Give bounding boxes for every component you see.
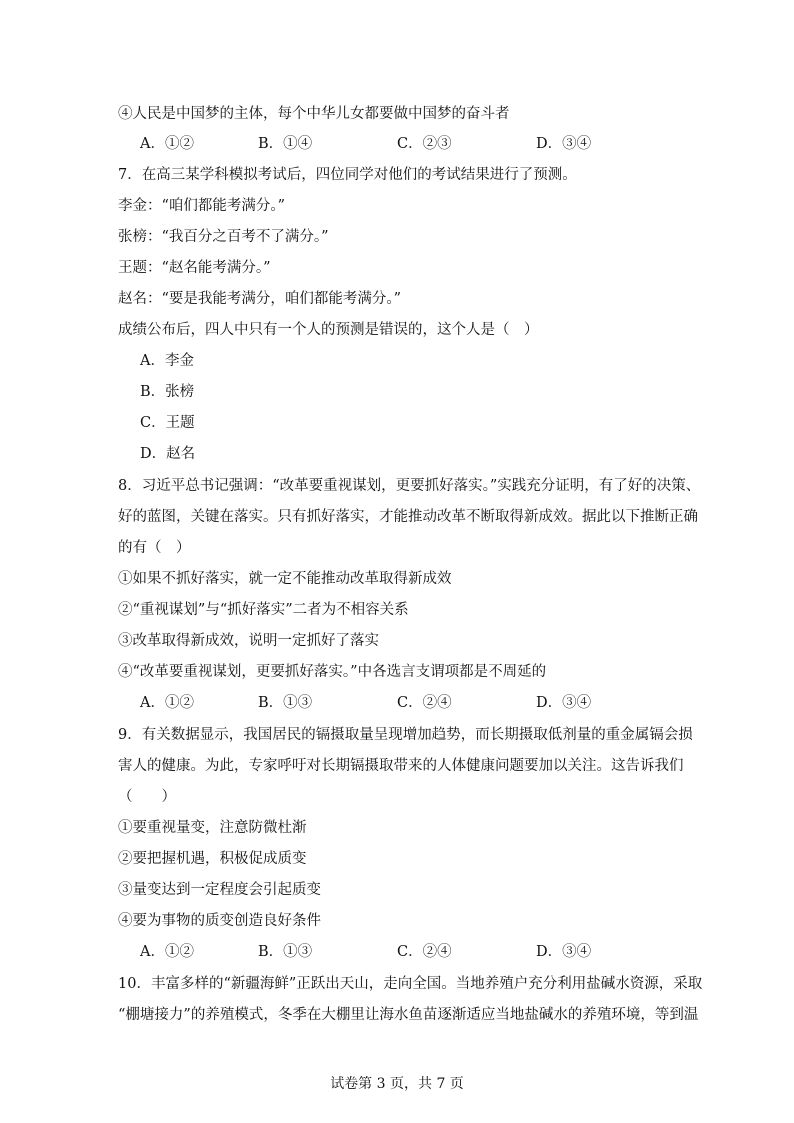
q6-statement-4: ④人民是中国梦的主体，每个中华儿女都要做中国梦的奋斗者 <box>118 106 510 122</box>
q8-stem-line-3: 的有（ ） <box>118 540 191 556</box>
q9-option-b: B．①③ <box>258 944 313 960</box>
q7-option-a: A．李金 <box>140 353 194 369</box>
q9-stem-line-1: 9．有关数据显示，我国居民的镉摄取量呈现增加趋势，而长期摄取低剂量的重金属镉会损 <box>118 727 693 743</box>
q8-options <box>140 693 660 713</box>
q6-option-c: C．②③ <box>397 136 452 152</box>
q10-stem-line-2: “棚塘接力”的养殖模式，冬季在大棚里让海水鱼苗逐渐适应当地盐碱水的养殖环境，等到温 <box>118 1007 699 1023</box>
q9-options <box>140 942 660 962</box>
q6-options <box>140 134 660 154</box>
q6-option-d: D．③④ <box>536 136 592 152</box>
q9-statement-4: ④要为事物的质变创造良好条件 <box>118 913 321 929</box>
q8-option-a: A．①② <box>140 695 194 711</box>
q9-option-d: D．③④ <box>536 944 592 960</box>
q8-option-b: B．①③ <box>258 695 313 711</box>
q8-option-d: D．③④ <box>536 695 592 711</box>
q10-stem-line-1: 10．丰富多样的“新疆海鲜”正跃出天山，走向全国。当地养殖户充分利用盐碱水资源，采取 <box>118 976 703 992</box>
q7-question: 成绩公布后，四人中只有一个人的预测是错误的，这个人是（ ） <box>118 322 539 338</box>
q7-quote-3: 王题：“赵名能考满分。” <box>118 260 271 276</box>
q7-quote-2: 张榜：“我百分之百考不了满分。” <box>118 229 329 245</box>
q7-option-c: C．王题 <box>140 415 195 431</box>
q9-statement-1: ①要重视量变，注意防微杜渐 <box>118 820 307 836</box>
q9-option-a: A．①② <box>140 944 194 960</box>
q7-option-b: B．张榜 <box>140 384 195 400</box>
q6-option-a: A．①② <box>140 136 194 152</box>
q7-stem: 7．在高三某学科模拟考试后，四位同学对他们的考试结果进行了预测。 <box>118 167 577 183</box>
q9-option-c: C．②④ <box>397 944 452 960</box>
q7-quote-4: 赵名：“要是我能考满分，咱们都能考满分。” <box>118 291 402 307</box>
q7-option-d: D．赵名 <box>140 446 196 462</box>
q8-statement-2: ②“重视谋划”与“抓好落实”二者为不相容关系 <box>118 602 409 618</box>
q9-stem-line-3: （ ） <box>118 789 176 805</box>
q6-option-b: B．①④ <box>258 136 313 152</box>
q7-quote-1: 李金：“咱们都能考满分。” <box>118 198 286 214</box>
q8-stem-line-1: 8．习近平总书记强调：“改革要重视谋划，更要抓好落实。”实践充分证明，有了好的决策、 <box>118 478 701 494</box>
q8-statement-4: ④“改革要重视谋划，更要抓好落实。”中各选言支谓项都是不周延的 <box>118 664 547 680</box>
q9-statement-3: ③量变达到一定程度会引起质变 <box>118 882 321 898</box>
q8-stem-line-2: 好的蓝图，关键在落实。只有抓好落实，才能推动改革不断取得新成效。据此以下推断正确 <box>118 509 698 525</box>
q9-stem-line-2: 害人的健康。为此，专家呼吁对长期镉摄取带来的人体健康问题要加以关注。这告诉我们 <box>118 758 684 774</box>
q8-statement-3: ③改革取得新成效，说明一定抓好了落实 <box>118 633 379 649</box>
page-footer: 试卷第 3 页，共 7 页 <box>330 1076 464 1092</box>
q9-statement-2: ②要把握机遇，积极促成质变 <box>118 851 307 867</box>
q8-statement-1: ①如果不抓好落实，就一定不能推动改革取得新成效 <box>118 571 452 587</box>
q8-option-c: C．②④ <box>397 695 452 711</box>
